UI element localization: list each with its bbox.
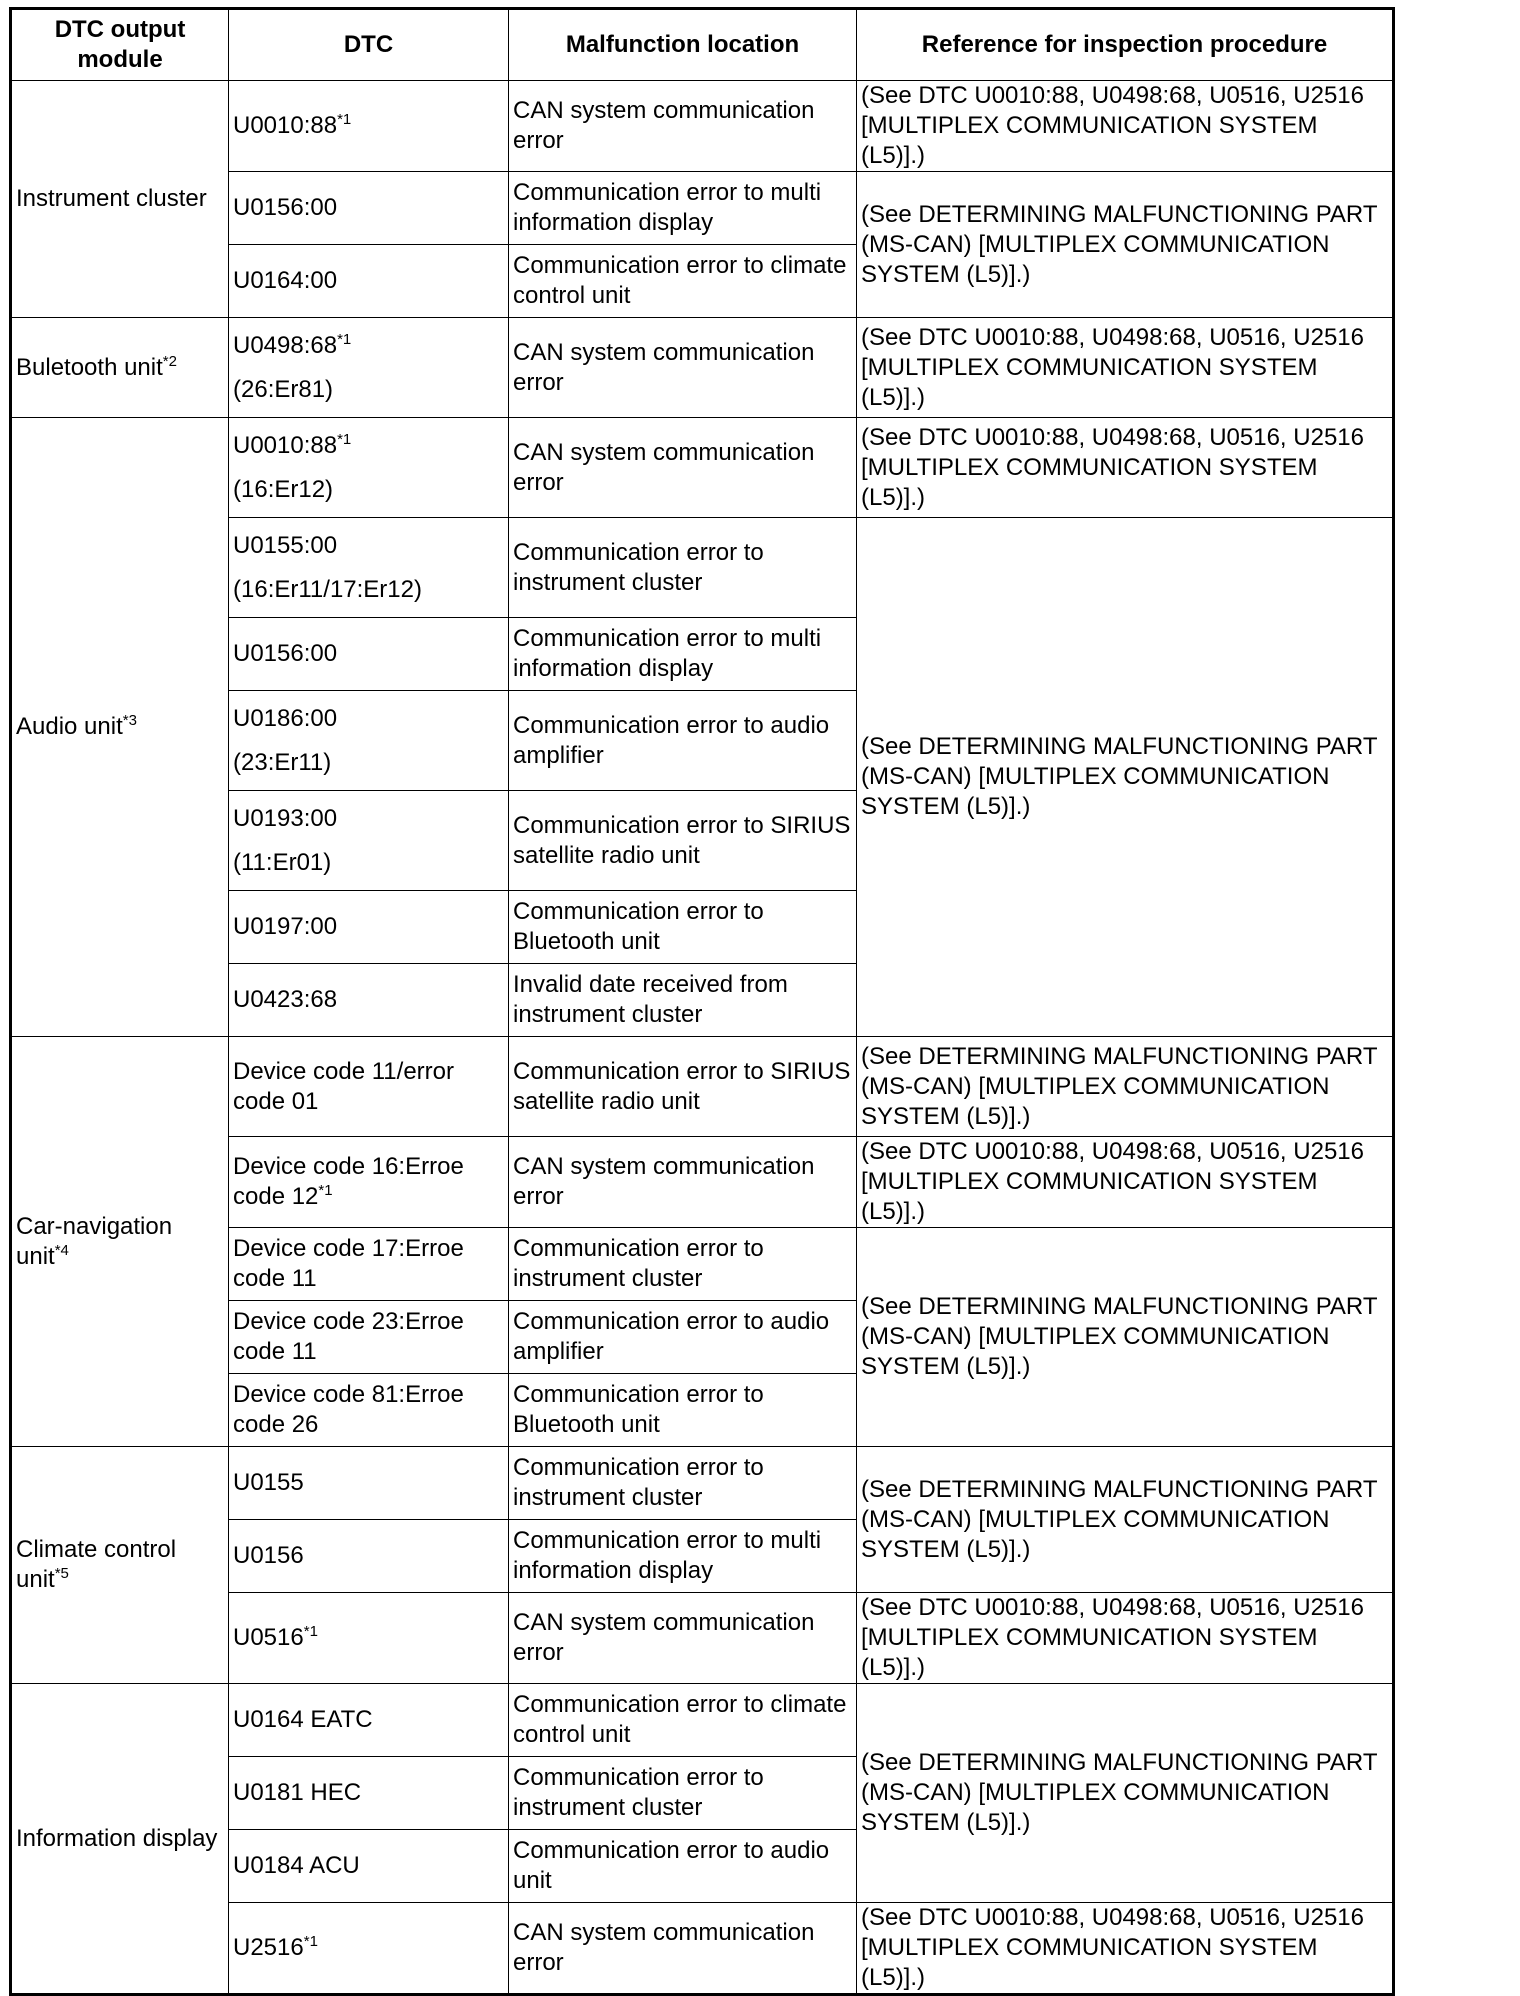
footnote-mark: *2 <box>162 352 177 370</box>
dtc-cell: U0181 HEC <box>229 1757 509 1830</box>
footnote-mark: *1 <box>318 1182 333 1199</box>
table-row <box>11 1037 1394 1137</box>
footnote-mark: *1 <box>337 430 352 448</box>
module-cell <box>11 418 229 1037</box>
location-cell: CAN system communication error <box>509 318 857 418</box>
location-cell: Communication error to instrument cluster <box>509 1447 857 1520</box>
dtc-subcode: (16:Er12) <box>233 475 334 503</box>
table-row <box>11 418 1394 518</box>
dtc-cell: Device code 11/error code 01 <box>229 1037 509 1137</box>
module-cell <box>11 1037 229 1447</box>
footnote-mark: *1 <box>337 111 352 128</box>
reference-cell: (See DTC U0010:88, U0498:68, U0516, U2516 [MULTIPLEX COMMUNICATION SYSTEM (L5)].) <box>857 1137 1394 1228</box>
module-name: Climate control unit <box>16 1536 177 1593</box>
footnote-mark: *1 <box>337 330 352 348</box>
location-cell: CAN system communication error <box>509 1137 857 1228</box>
location-cell: Communication error to instrument cluster <box>509 1228 857 1301</box>
location-cell: Communication error to multi information display <box>509 1520 857 1593</box>
dtc-cell: U0164:00 <box>229 245 509 318</box>
location-cell: Communication error to climate control unit <box>509 245 857 318</box>
dtc-code: U0010:88 <box>233 431 338 459</box>
footnote-mark: *3 <box>122 712 137 729</box>
dtc-cell <box>229 318 509 418</box>
module-cell <box>11 1684 229 1995</box>
module-name: Information display <box>16 1824 218 1852</box>
dtc-subcode: (11:Er01) <box>233 848 332 876</box>
dtc-cell <box>229 1137 509 1228</box>
dtc-code: U0010:88 <box>233 112 338 139</box>
reference-cell: (See DETERMINING MALFUNCTIONING PART (MS-CAN) [MULTIPLEX COMMUNICATION SYSTEM (L5)].) <box>857 1228 1394 1447</box>
dtc-cell: U0156:00 <box>229 172 509 245</box>
location-cell: Communication error to audio unit <box>509 1830 857 1903</box>
module-name: Audio unit <box>16 713 123 740</box>
dtc-table <box>9 7 1395 1996</box>
location-cell: CAN system communication error <box>509 1903 857 1995</box>
reference-cell: (See DTC U0010:88, U0498:68, U0516, U2516 [MULTIPLEX COMMUNICATION SYSTEM (L5)].) <box>857 1903 1394 1995</box>
dtc-cell <box>229 518 509 618</box>
reference-cell: (See DTC U0010:88, U0498:68, U0516, U2516 [MULTIPLEX COMMUNICATION SYSTEM (L5)].) <box>857 418 1394 518</box>
table-row <box>11 1447 1394 1520</box>
module-cell <box>11 318 229 418</box>
reference-cell: (See DTC U0010:88, U0498:68, U0516, U2516 [MULTIPLEX COMMUNICATION SYSTEM (L5)].) <box>857 318 1394 418</box>
reference-cell: (See DETERMINING MALFUNCTIONING PART (MS-CAN) [MULTIPLEX COMMUNICATION SYSTEM (L5)].) <box>857 1037 1394 1137</box>
location-cell: CAN system communication error <box>509 1593 857 1684</box>
footnote-mark: *1 <box>303 1623 318 1640</box>
dtc-subcode: (26:Er81) <box>233 375 334 403</box>
dtc-cell <box>229 418 509 518</box>
dtc-code: Device code 16:Erroe code 12 <box>233 1153 464 1210</box>
location-cell: Communication error to SIRIUS satellite radio unit <box>509 791 857 891</box>
dtc-code: U2516 <box>233 1934 304 1961</box>
table-row <box>11 81 1394 172</box>
dtc-cell: U0156 <box>229 1520 509 1593</box>
location-cell: Communication error to multi information display <box>509 172 857 245</box>
dtc-code: U0498:68 <box>233 331 338 359</box>
location-cell: Communication error to instrument cluster <box>509 518 857 618</box>
location-cell: Communication error to audio amplifier <box>509 1301 857 1374</box>
table-row <box>11 1684 1394 1757</box>
dtc-cell <box>229 1593 509 1684</box>
footnote-mark: *5 <box>54 1565 69 1582</box>
dtc-code: U0155:00 <box>233 531 338 559</box>
dtc-code: U0186:00 <box>233 704 338 732</box>
header-dtc: DTC <box>229 9 509 81</box>
table-row <box>11 318 1394 418</box>
dtc-cell: U0164 EATC <box>229 1684 509 1757</box>
location-cell: CAN system communication error <box>509 418 857 518</box>
footnote-mark: *4 <box>54 1241 69 1259</box>
location-cell: Communication error to multi information display <box>509 618 857 691</box>
reference-cell: (See DETERMINING MALFUNCTIONING PART (MS-CAN) [MULTIPLEX COMMUNICATION SYSTEM (L5)].) <box>857 518 1394 1037</box>
dtc-cell <box>229 791 509 891</box>
table-header-row <box>11 9 1394 81</box>
header-reference: Reference for inspection procedure <box>857 9 1394 81</box>
reference-cell: (See DETERMINING MALFUNCTIONING PART (MS-CAN) [MULTIPLEX COMMUNICATION SYSTEM (L5)].) <box>857 172 1394 318</box>
footnote-mark: *1 <box>303 1933 318 1950</box>
reference-cell: (See DTC U0010:88, U0498:68, U0516, U2516 [MULTIPLEX COMMUNICATION SYSTEM (L5)].) <box>857 81 1394 172</box>
dtc-cell: U0184 ACU <box>229 1830 509 1903</box>
header-malfunction-location: Malfunction location <box>509 9 857 81</box>
dtc-subcode: (23:Er11) <box>233 748 332 776</box>
dtc-cell: Device code 23:Erroe code 11 <box>229 1301 509 1374</box>
location-cell: Invalid date received from instrument cluster <box>509 964 857 1037</box>
dtc-subcode: (16:Er11/17:Er12) <box>233 575 422 603</box>
location-cell: CAN system communication error <box>509 81 857 172</box>
dtc-code: U0516 <box>233 1624 304 1651</box>
dtc-cell <box>229 1903 509 1995</box>
dtc-cell: U0156:00 <box>229 618 509 691</box>
reference-cell: (See DETERMINING MALFUNCTIONING PART (MS-CAN) [MULTIPLEX COMMUNICATION SYSTEM (L5)].) <box>857 1684 1394 1903</box>
location-cell: Communication error to instrument cluster <box>509 1757 857 1830</box>
dtc-cell <box>229 691 509 791</box>
module-cell <box>11 81 229 318</box>
location-cell: Communication error to Bluetooth unit <box>509 1374 857 1447</box>
location-cell: Communication error to climate control unit <box>509 1684 857 1757</box>
location-cell: Communication error to audio amplifier <box>509 691 857 791</box>
dtc-cell: U0155 <box>229 1447 509 1520</box>
module-name: Instrument cluster <box>16 185 207 212</box>
module-name: Buletooth unit <box>16 353 163 381</box>
reference-cell: (See DETERMINING MALFUNCTIONING PART (MS-CAN) [MULTIPLEX COMMUNICATION SYSTEM (L5)].) <box>857 1447 1394 1593</box>
dtc-code: U0193:00 <box>233 804 338 832</box>
header-dtc-output-module: DTC output module <box>11 9 229 81</box>
dtc-cell: Device code 17:Erroe code 11 <box>229 1228 509 1301</box>
dtc-cell: U0423:68 <box>229 964 509 1037</box>
dtc-cell: Device code 81:Erroe code 26 <box>229 1374 509 1447</box>
module-cell <box>11 1447 229 1684</box>
module-name: Car-navigation unit <box>16 1212 173 1270</box>
dtc-cell: U0197:00 <box>229 891 509 964</box>
dtc-cell <box>229 81 509 172</box>
reference-cell: (See DTC U0010:88, U0498:68, U0516, U2516 [MULTIPLEX COMMUNICATION SYSTEM (L5)].) <box>857 1593 1394 1684</box>
location-cell: Communication error to Bluetooth unit <box>509 891 857 964</box>
location-cell: Communication error to SIRIUS satellite radio unit <box>509 1037 857 1137</box>
